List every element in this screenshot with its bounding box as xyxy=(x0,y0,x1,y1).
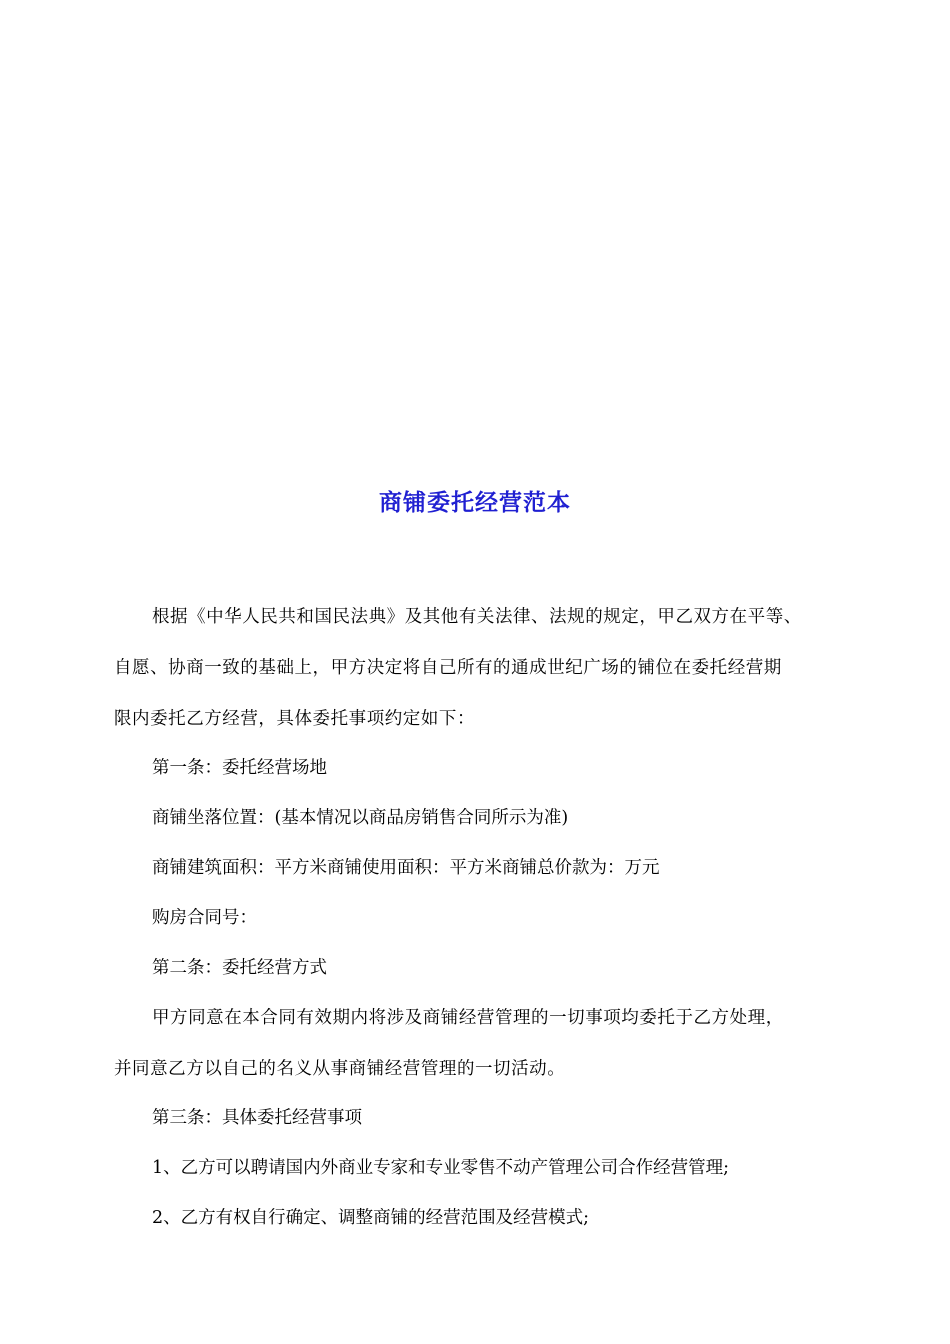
article2-body xyxy=(114,993,854,1095)
article1-location: 商铺坐落位置：(基本情况以商品房销售合同所示为准) xyxy=(152,808,569,828)
article3-heading: 第三条：具体委托经营事项 xyxy=(152,1108,362,1128)
article1-contract-no: 购房合同号： xyxy=(152,908,257,928)
article3-item: 2、乙方有权自行确定、调整商铺的经营范围及经营模式; xyxy=(152,1208,590,1228)
article1-area: 商铺建筑面积：平方米商铺使用面积：平方米商铺总价款为：万元 xyxy=(152,858,660,878)
intro-line: 限内委托乙方经营，具体委托事项约定如下： xyxy=(114,709,475,729)
intro-paragraph xyxy=(114,592,854,745)
article2-line: 并同意乙方以自己的名义从事商铺经营管理的一切活动。 xyxy=(114,1059,566,1079)
article1-heading: 第一条：委托经营场地 xyxy=(152,758,327,778)
article2-line: 甲方同意在本合同有效期内将涉及商铺经营管理的一切事项均委托于乙方处理， xyxy=(152,1008,784,1028)
article3-item: 1、乙方可以聘请国内外商业专家和专业零售不动产管理公司合作经营管理; xyxy=(152,1158,730,1178)
document-title: 商铺委托经营范本 xyxy=(379,490,571,516)
article2-heading: 第二条：委托经营方式 xyxy=(152,958,327,978)
intro-line: 自愿、协商一致的基础上，甲方决定将自己所有的通成世纪广场的铺位在委托经营期 xyxy=(114,658,782,678)
intro-line: 根据《中华人民共和国民法典》及其他有关法律、法规的规定，甲乙双方在平等、 xyxy=(152,607,802,627)
